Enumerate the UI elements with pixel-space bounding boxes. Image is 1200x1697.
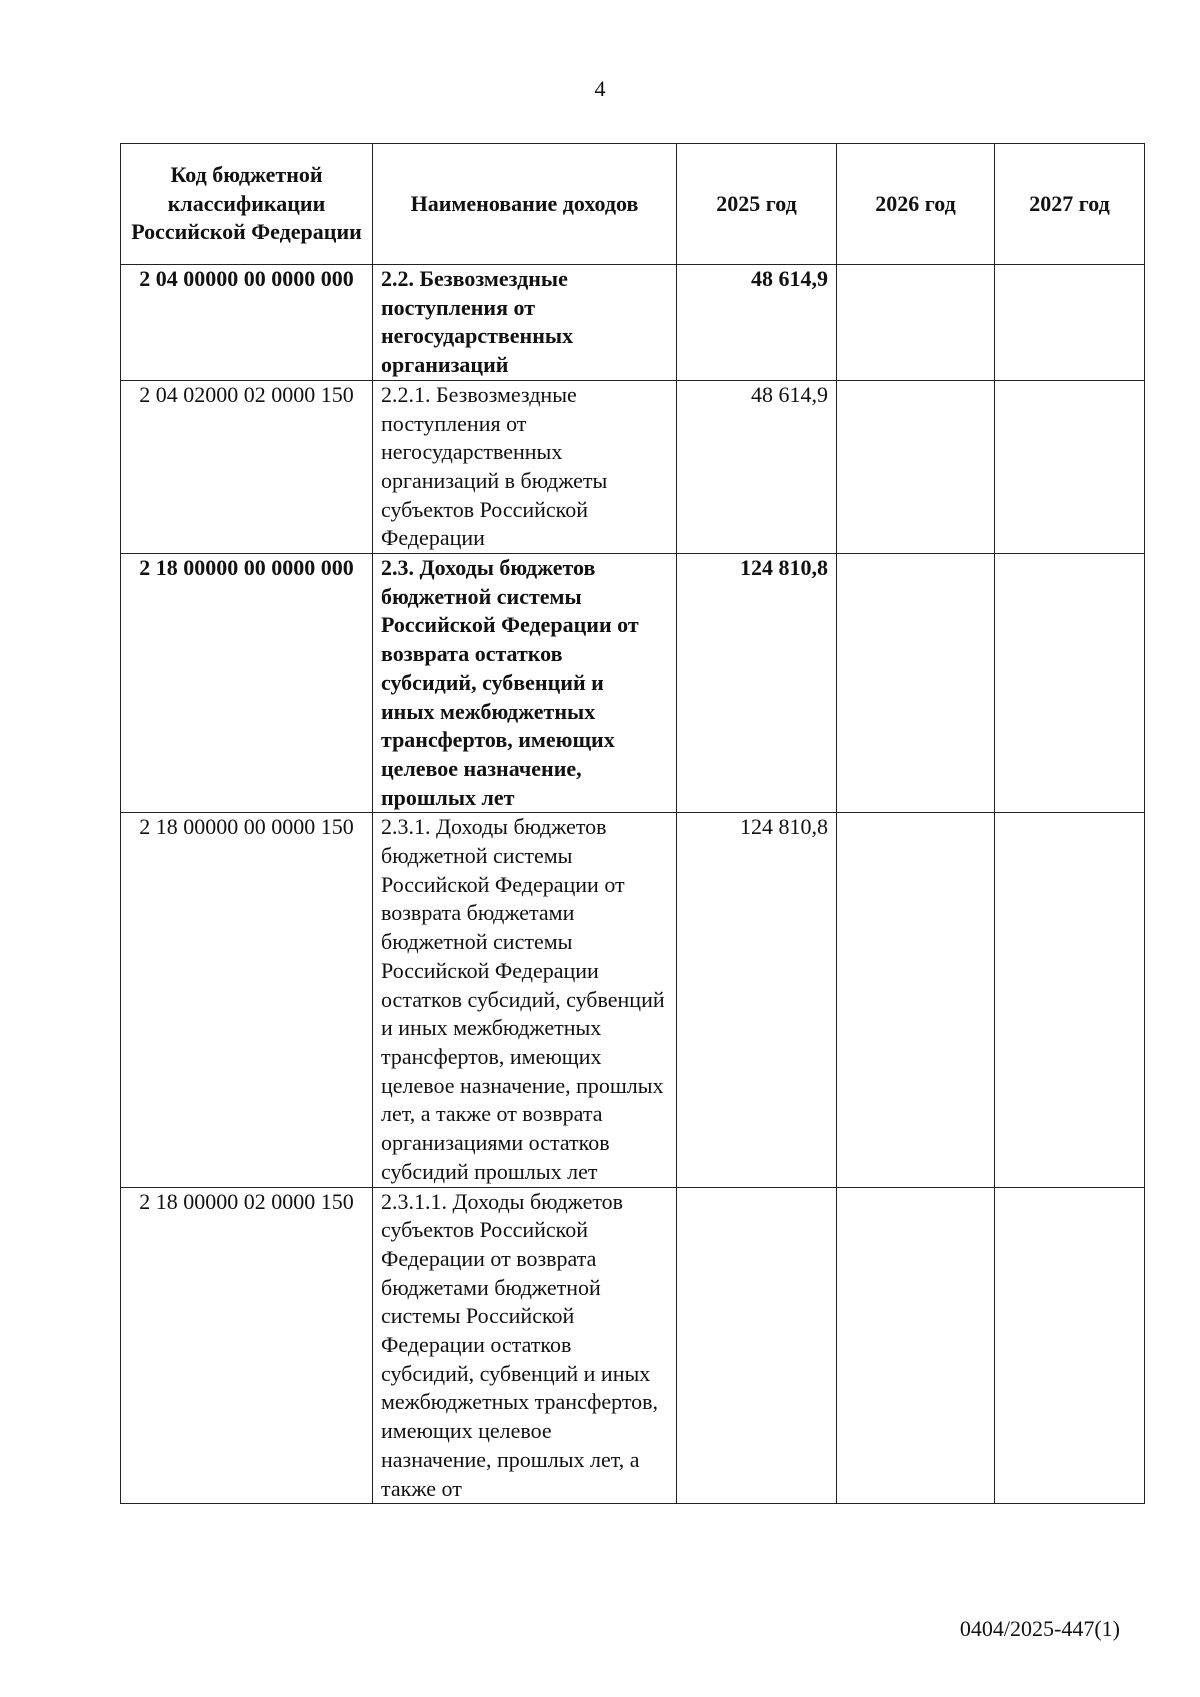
header-code: Код бюджетной классификации Российской Федерации	[121, 144, 373, 265]
row-name: 2.3.1.1. Доходы бюджетов субъектов Российской Федерации от возврата бюджетами бюджетной системы Российской Федерации остатков субсидий, субвенций и иных межбюджетных трансфертов, имеющих целевое назначение, прошлых лет, а также от	[373, 1187, 677, 1504]
table-row	[121, 265, 1145, 381]
header-2025: 2025 год	[677, 144, 837, 265]
row-value-2026	[837, 813, 995, 1187]
revenue-table	[120, 143, 1145, 1504]
table-row	[121, 813, 1145, 1187]
row-value-2027	[995, 554, 1145, 813]
row-value-2027	[995, 1187, 1145, 1504]
row-code: 2 18 00000 02 0000 150	[121, 1187, 373, 1504]
row-code: 2 18 00000 00 0000 150	[121, 813, 373, 1187]
row-name: 2.2.1. Безвозмездные поступления от негосударственных организаций в бюджеты субъектов Российской Федерации	[373, 380, 677, 553]
row-value-2025: 48 614,9	[677, 265, 837, 381]
table-header	[121, 144, 1145, 265]
row-value-2026	[837, 380, 995, 553]
row-value-2026	[837, 1187, 995, 1504]
row-value-2026	[837, 554, 995, 813]
table-body	[121, 265, 1145, 1504]
row-value-2027	[995, 380, 1145, 553]
row-code: 2 04 02000 02 0000 150	[121, 380, 373, 553]
row-value-2025: 48 614,9	[677, 380, 837, 553]
row-value-2025	[677, 1187, 837, 1504]
row-name: 2.3.1. Доходы бюджетов бюджетной системы Российской Федерации от возврата бюджетами бюджетной системы Российской Федерации остатков субсидий, субвенций и иных межбюджетных трансфертов, имеющих целевое назначение, прошлых лет, а также от возврата организациями остатков субсидий прошлых лет	[373, 813, 677, 1187]
table-row	[121, 554, 1145, 813]
row-name: 2.2. Безвозмездные поступления от негосударственных организаций	[373, 265, 677, 381]
header-row	[121, 144, 1145, 265]
row-code: 2 18 00000 00 0000 000	[121, 554, 373, 813]
page-number: 4	[594, 76, 606, 101]
row-value-2026	[837, 265, 995, 381]
row-value-2027	[995, 265, 1145, 381]
document-id: 0404/2025-447(1)	[959, 1616, 1120, 1641]
row-name: 2.3. Доходы бюджетов бюджетной системы Российской Федерации от возврата остатков субсидий, субвенций и иных межбюджетных трансфертов, имеющих целевое назначение, прошлых лет	[373, 554, 677, 813]
table-row	[121, 1187, 1145, 1504]
row-value-2027	[995, 813, 1145, 1187]
row-value-2025: 124 810,8	[677, 813, 837, 1187]
header-2027: 2027 год	[995, 144, 1145, 265]
table-row	[121, 380, 1145, 553]
row-value-2025: 124 810,8	[677, 554, 837, 813]
header-name: Наименование доходов	[373, 144, 677, 265]
row-code: 2 04 00000 00 0000 000	[121, 265, 373, 381]
header-2026: 2026 год	[837, 144, 995, 265]
